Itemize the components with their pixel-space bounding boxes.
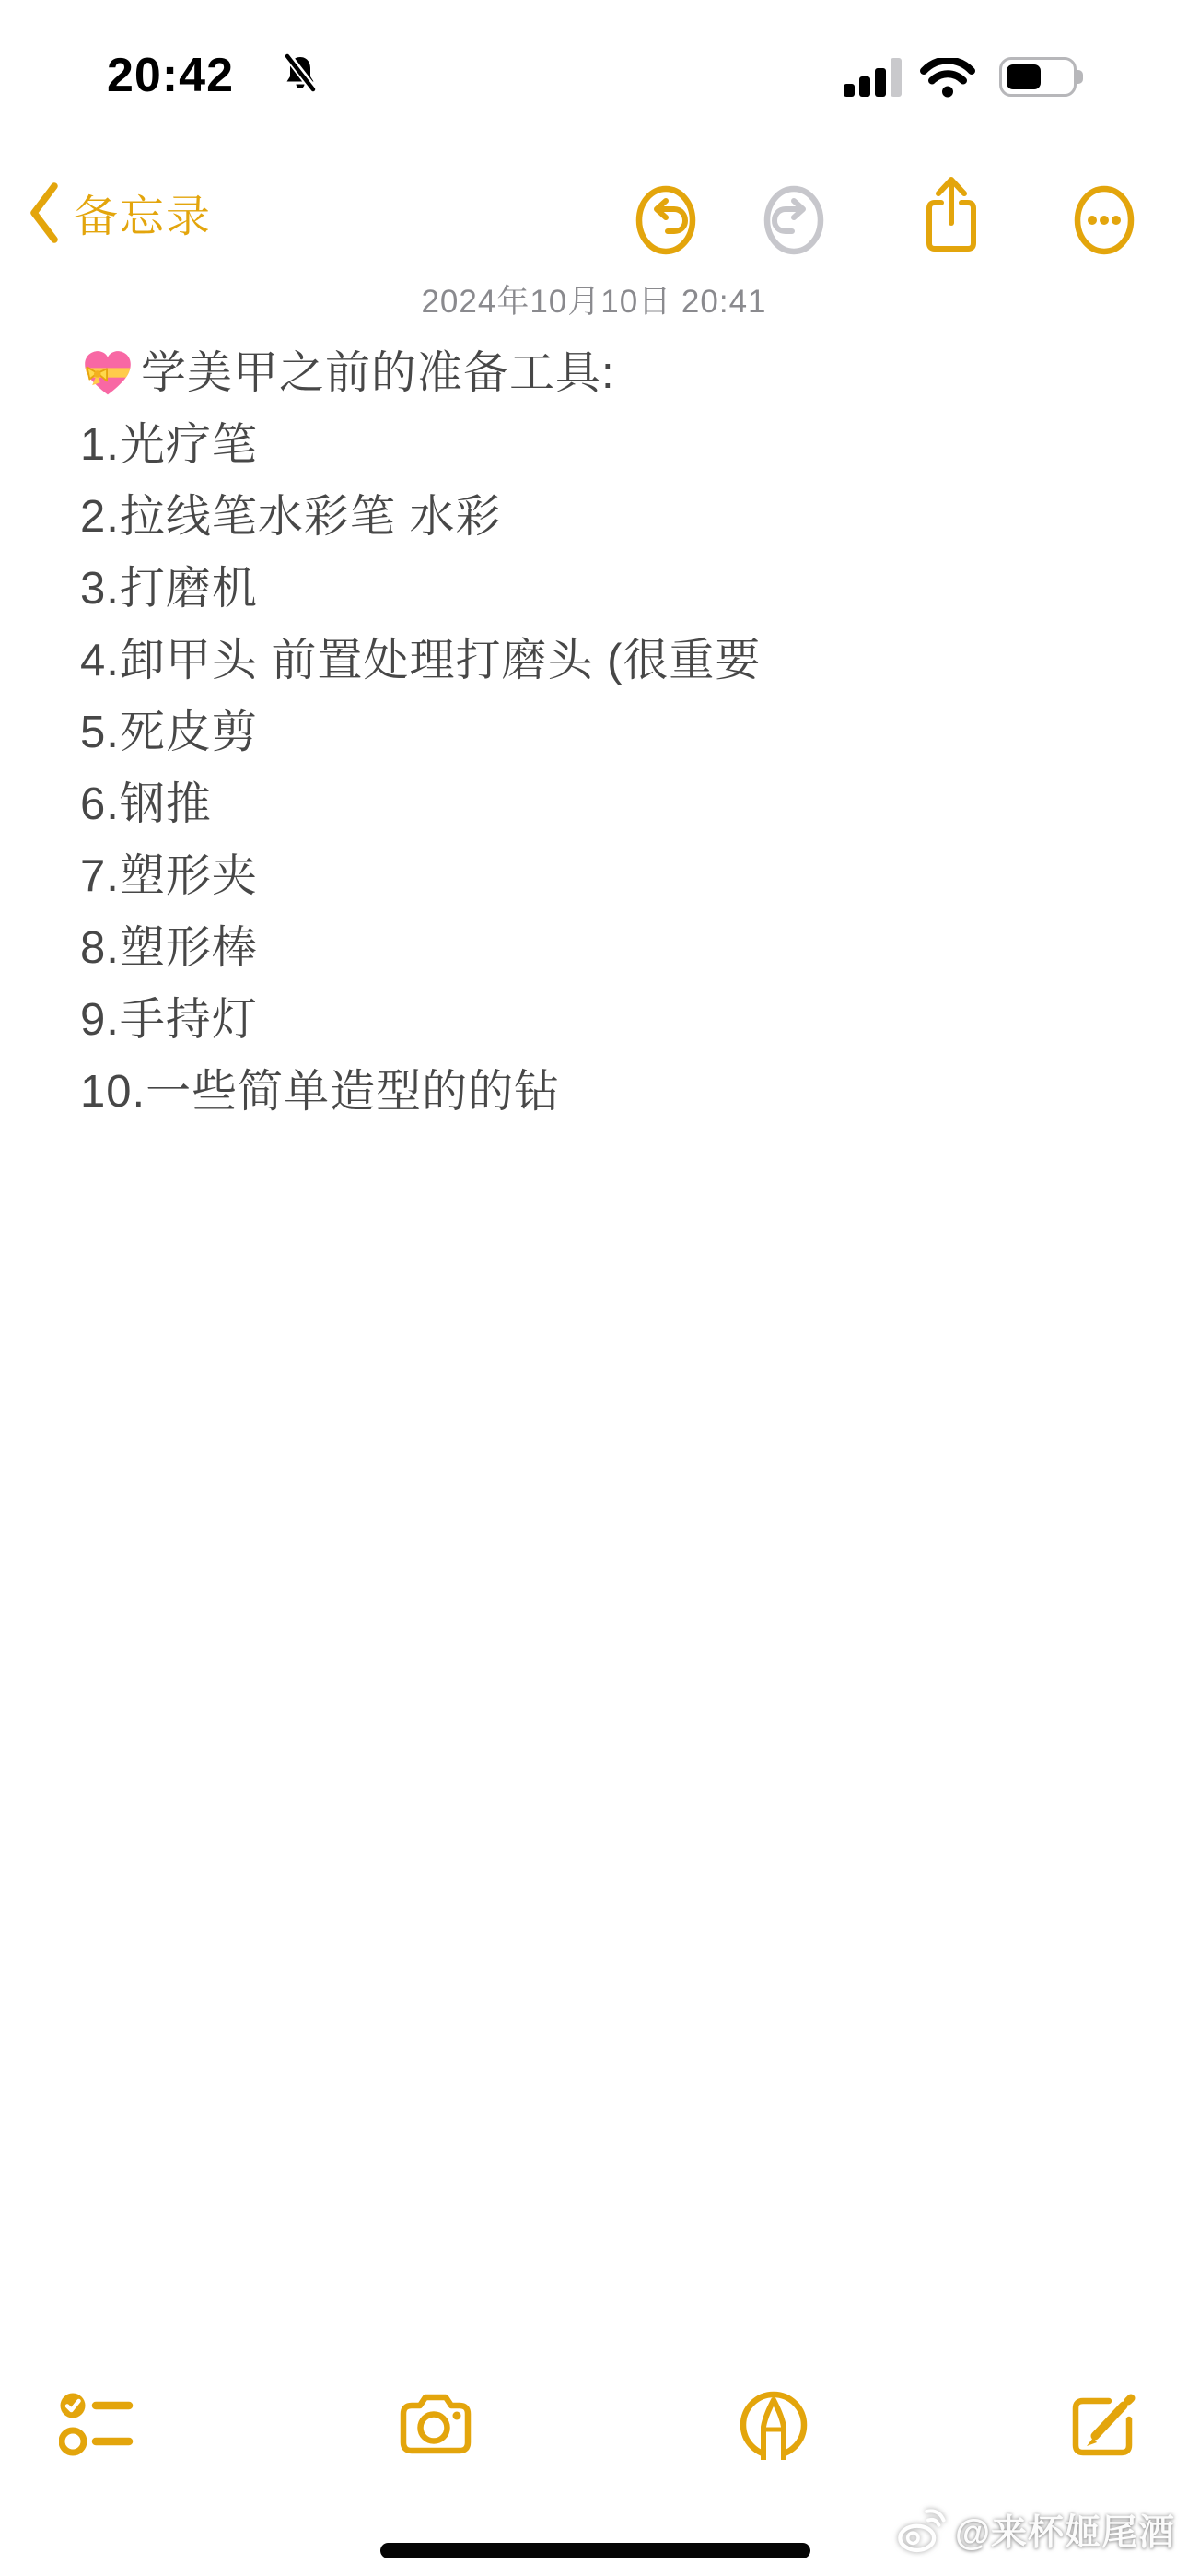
battery-cap xyxy=(1077,70,1083,84)
redo-button[interactable] xyxy=(762,182,826,258)
weibo-logo-icon xyxy=(896,2504,948,2556)
markup-pen-icon xyxy=(737,2388,810,2464)
note-editor[interactable] xyxy=(80,337,1142,1128)
undo-icon xyxy=(634,182,698,258)
back-button[interactable] xyxy=(28,181,212,244)
note-line: 3.打磨机 xyxy=(80,564,258,614)
chevron-left-icon xyxy=(28,182,59,243)
note-line: 5.死皮剪 xyxy=(80,708,258,757)
markup-button[interactable] xyxy=(737,2388,810,2464)
note-line: 7.塑形夹 xyxy=(80,851,258,901)
compose-button[interactable] xyxy=(1066,2388,1146,2460)
ellipsis-circle-icon xyxy=(1072,182,1136,258)
camera-icon xyxy=(396,2392,475,2456)
checklist-icon xyxy=(59,2390,134,2458)
cellular-signal-icon xyxy=(844,56,906,99)
note-line: 6.钢推 xyxy=(80,779,212,829)
back-label: 备忘录 xyxy=(74,193,213,241)
silent-mode-bell-slash-icon xyxy=(278,52,322,96)
checklist-button[interactable] xyxy=(59,2390,134,2458)
note-line: 8.塑形棒 xyxy=(80,923,258,973)
redo-icon xyxy=(762,182,826,258)
watermark-text: @来杯姬尾酒 xyxy=(954,2513,1175,2553)
home-indicator[interactable] xyxy=(380,2543,810,2558)
undo-button[interactable] xyxy=(634,182,698,258)
note-line: 4.卸甲头 前置处理打磨头 (很重要 xyxy=(80,636,762,685)
compose-icon xyxy=(1066,2388,1146,2460)
share-icon xyxy=(918,171,984,258)
heart-with-ribbon-emoji xyxy=(80,346,135,400)
weibo-watermark xyxy=(896,2504,1175,2556)
wifi-icon xyxy=(920,58,975,99)
note-title-line xyxy=(80,337,1142,409)
note-title: 学美甲之前的准备工具: xyxy=(141,348,615,398)
note-line: 10.一些简单造型的的钻 xyxy=(80,1067,561,1117)
status-time: 20:42 xyxy=(107,49,234,102)
note-date: 2024年10月10日 20:41 xyxy=(421,284,767,320)
battery-icon xyxy=(999,57,1077,97)
camera-button[interactable] xyxy=(396,2392,475,2456)
battery-fill xyxy=(1007,64,1041,89)
share-button[interactable] xyxy=(918,171,984,258)
note-line: 1.光疗笔 xyxy=(80,420,258,470)
note-line: 2.拉线笔水彩笔 水彩 xyxy=(80,492,502,542)
more-button[interactable] xyxy=(1072,182,1136,258)
note-line: 9.手持灯 xyxy=(80,995,258,1045)
